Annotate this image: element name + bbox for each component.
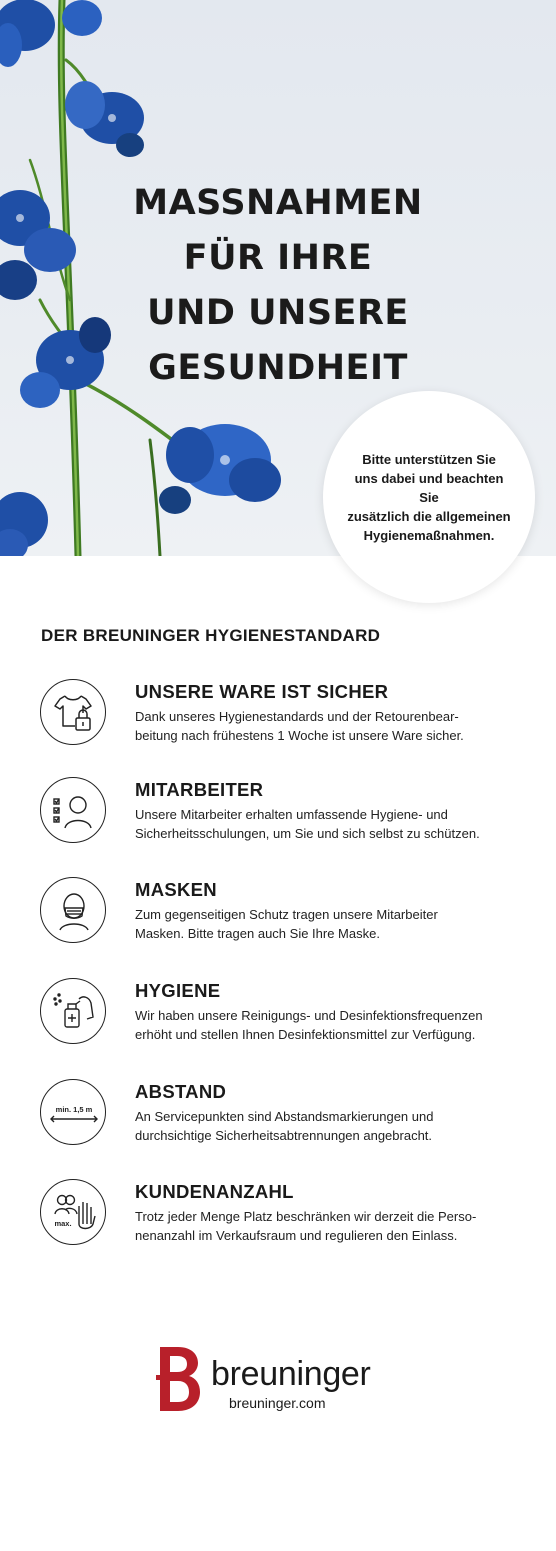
item-title: MASKEN bbox=[135, 879, 217, 900]
item-text bbox=[135, 707, 530, 745]
item-title: HYGIENE bbox=[135, 980, 221, 1001]
hero-title bbox=[100, 176, 456, 396]
item-text bbox=[135, 1207, 530, 1245]
item-line: Wir haben unsere Reinigungs- und Desinfektionsfrequenzen bbox=[135, 1008, 483, 1023]
info-line: Bitte unterstützen Sie bbox=[362, 451, 496, 467]
item-line: erhöht und stellen Ihnen Desinfektionsmittel zur Verfügung. bbox=[135, 1027, 476, 1042]
item-text bbox=[135, 905, 530, 943]
list-item-kundenanzahl bbox=[40, 1179, 530, 1259]
item-title: MITARBEITER bbox=[135, 779, 264, 800]
info-line: Hygienemaßnahmen. bbox=[363, 527, 495, 543]
item-title: ABSTAND bbox=[135, 1081, 227, 1102]
info-circle-text bbox=[344, 450, 514, 545]
info-line: uns dabei und beachten Sie bbox=[354, 470, 504, 505]
item-line: durchsichtige Sicherheitsabtrennungen angebracht. bbox=[135, 1128, 433, 1143]
item-line: Masken. Bitte tragen auch Sie Ihre Maske. bbox=[135, 926, 380, 941]
item-line: Sicherheitsschulungen, um Sie und sich selbst zu schützen. bbox=[135, 826, 480, 841]
distance-icon bbox=[40, 1079, 106, 1145]
item-line: An Servicepunkten sind Abstandsmarkierungen und bbox=[135, 1109, 434, 1124]
distance-label: min. 1,5 m bbox=[55, 1105, 93, 1114]
hero-title-line: UND UNSERE bbox=[147, 293, 409, 333]
customer-limit-icon bbox=[40, 1179, 106, 1245]
item-line: Unsere Mitarbeiter erhalten umfassende Hygiene- und bbox=[135, 807, 448, 822]
item-line: Dank unseres Hygienestandards und der Retourenbear- bbox=[135, 709, 459, 724]
item-line: Trotz jeder Menge Platz beschränken wir derzeit die Perso- bbox=[135, 1209, 477, 1224]
info-line: zusätzlich die allgemeinen bbox=[347, 508, 511, 524]
hero-title-line: FÜR IHRE bbox=[183, 238, 373, 278]
item-line: Zum gegenseitigen Schutz tragen unsere Mitarbeiter bbox=[135, 907, 438, 922]
section-title: DER BREUNINGER HYGIENESTANDARD bbox=[41, 626, 381, 645]
item-line: beitung nach frühestens 1 Woche ist unsere Ware sicher. bbox=[135, 728, 464, 743]
list-item-masken bbox=[40, 877, 530, 957]
staff-checklist-icon bbox=[40, 777, 106, 843]
list-item-ware bbox=[40, 679, 530, 759]
disinfectant-spray-icon bbox=[40, 978, 106, 1044]
item-text bbox=[135, 1107, 530, 1145]
list-item-mitarbeiter bbox=[40, 777, 530, 857]
item-text bbox=[135, 805, 530, 843]
tshirt-lock-icon bbox=[40, 679, 106, 745]
list-item-abstand bbox=[40, 1079, 530, 1159]
item-text bbox=[135, 1006, 530, 1044]
logo-url[interactable]: breuninger.com bbox=[229, 1395, 326, 1411]
breuninger-logo[interactable] bbox=[156, 1345, 416, 1417]
list-item-hygiene bbox=[40, 978, 530, 1058]
item-line: nenanzahl im Verkaufsraum und regulieren den Einlass. bbox=[135, 1228, 458, 1243]
info-circle bbox=[323, 391, 535, 603]
face-mask-icon bbox=[40, 877, 106, 943]
item-title: KUNDENANZAHL bbox=[135, 1181, 294, 1202]
item-title: UNSERE WARE IST SICHER bbox=[135, 681, 389, 702]
hero-title-line: MASSNAHMEN bbox=[133, 183, 423, 223]
logo-wordmark: breuninger bbox=[211, 1355, 371, 1393]
hero-title-line: GESUNDHEIT bbox=[148, 348, 408, 388]
max-label: max. bbox=[54, 1219, 72, 1228]
breuninger-b-mark-icon bbox=[156, 1345, 202, 1413]
